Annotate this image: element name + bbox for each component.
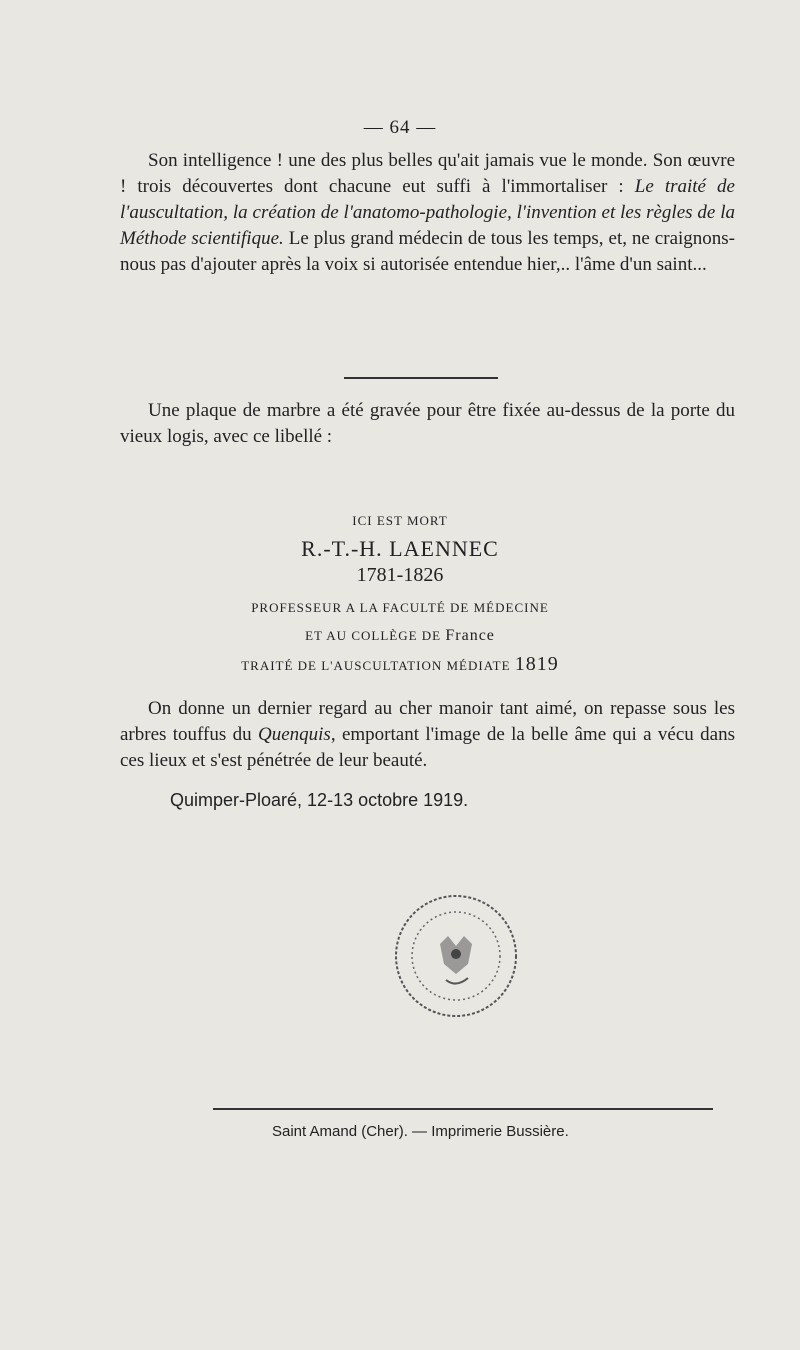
footer-divider [213,1108,713,1110]
paragraph-tribute [120,148,735,278]
library-stamp-icon [388,888,524,1024]
paragraph-plaque: Une plaque de marbre a été gravée pour être fixée au-dessus de la porte du vieux logis, avec ce libellé : [120,400,735,447]
inscription-line-6-prefix: TRAITÉ DE L'AUSCULTATION MÉDIATE [241,658,515,673]
inscription-name: R.-T.-H. LAENNEC [301,536,499,561]
printer-imprint: Saint Amand (Cher). — Imprimerie Bussière. [272,1123,569,1140]
paragraph-farewell-end: , emportant l'image de la belle âme qui a vécu dans ces lieux et s'est pénétrée de leur beauté. [120,724,735,771]
inscription-line-4: PROFESSEUR A LA FACULTÉ DE MÉDECINE [251,600,549,615]
plaque-inscription [0,512,800,680]
section-divider [344,377,498,379]
inscription-line-5 [0,622,800,650]
paragraph-tribute-works: Le traité de l'auscultation, la création de l'anatomo-pathologie, l'invention et les règles de la Méthode scientifique. [120,176,735,249]
paragraph-farewell [120,696,735,774]
inscription-france: France [445,627,495,644]
paragraph-tribute-end: Le plus grand médecin de tous les temps, et, ne craignons-nous pas d'ajouter après la voix si autorisée entendue hier,.. l'âme d'un saint... [120,228,735,275]
inscription-line-1: ICI EST MORT [352,513,448,528]
inscription-year: 1819 [514,653,559,675]
inscription-line-5-prefix: ET AU COLLÈGE DE [305,628,446,643]
place-date-signature: Quimper-Ploaré, 12-13 octobre 1919. [170,790,469,810]
inscription-line-6 [0,650,800,680]
paragraph-farewell-place: Quenquis [258,724,331,745]
paragraph-tribute-start: Son intelligence ! une des plus belles qu'ait jamais vue le monde. Son œuvre ! trois découvertes dont chacune eut suffi à l'immortaliser : [120,150,735,197]
page-number: — 64 — [363,117,437,138]
inscription-dates: 1781-1826 [356,564,444,586]
paragraph-farewell-start: On donne un dernier regard au cher manoir tant aimé, on repasse sous les arbres touffus du [120,698,735,745]
